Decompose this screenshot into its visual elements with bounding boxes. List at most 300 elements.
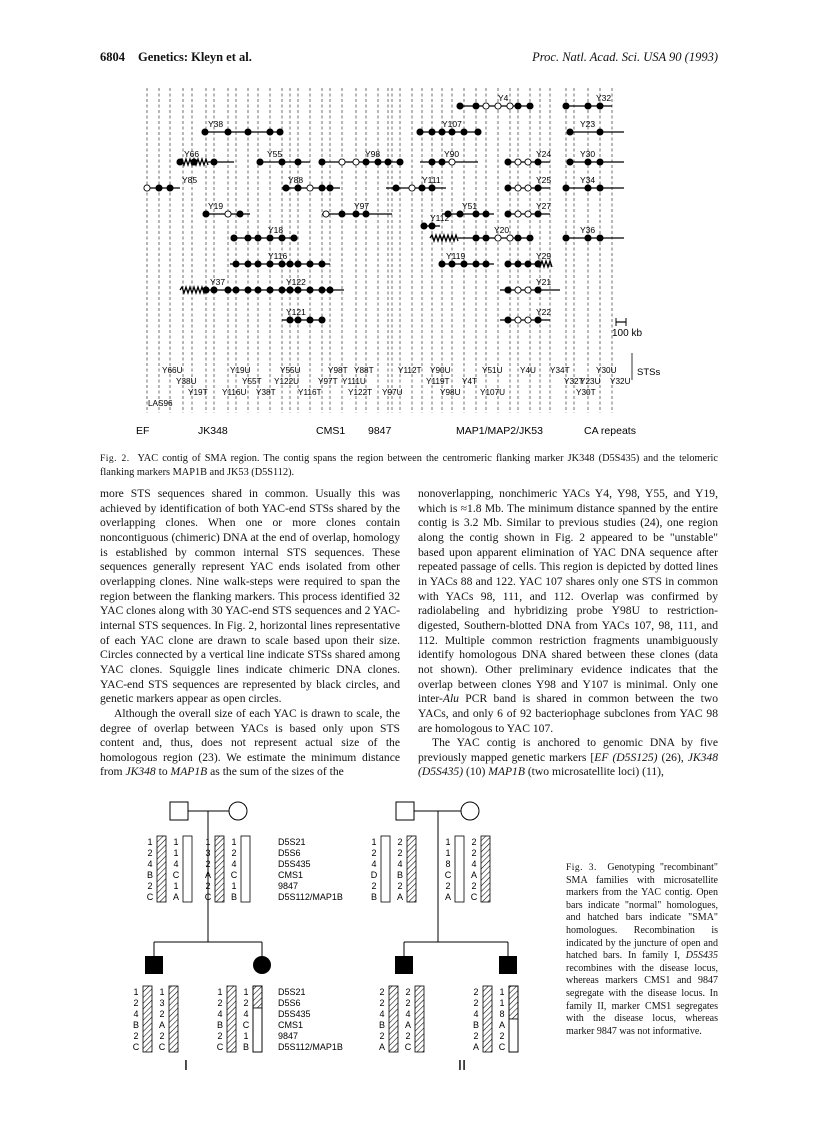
allele: A	[444, 892, 452, 902]
sts-circle	[279, 287, 285, 293]
allele: 2	[379, 987, 385, 997]
clone-label-y22: Y22	[536, 307, 552, 317]
clone-label-y30: Y30	[580, 149, 596, 159]
sts-circle	[563, 103, 569, 109]
sts-name: Y55T	[242, 377, 262, 386]
allele: B	[370, 892, 378, 902]
allele: 4	[371, 859, 377, 869]
allele: A	[470, 870, 478, 880]
sts-circle	[353, 211, 359, 217]
sts-circle	[563, 235, 569, 241]
sts-name: Y97U	[382, 388, 403, 397]
locus-label: D5S6	[278, 848, 301, 858]
sts-name: Y55U	[280, 366, 301, 375]
father-square-ii	[396, 802, 414, 820]
genetic-marker-circle	[353, 159, 359, 165]
allele: B	[242, 1042, 250, 1052]
sts-circle	[527, 235, 533, 241]
allele: 2	[397, 837, 403, 847]
allele: B	[146, 870, 154, 880]
allele: 2	[217, 1031, 223, 1041]
allele: 4	[473, 1009, 479, 1019]
hatched-bar	[389, 986, 398, 1052]
sts-circle	[295, 159, 301, 165]
sts-circle	[429, 159, 435, 165]
genetic-marker-circle	[515, 317, 521, 323]
clone-label-y32: Y32	[596, 93, 612, 103]
clone-label-y24: Y24	[536, 149, 552, 159]
sts-circle	[421, 223, 427, 229]
allele: B	[396, 870, 404, 880]
sts-name: Y122T	[348, 388, 373, 397]
fig2-caption	[100, 452, 718, 479]
sts-circle	[449, 261, 455, 267]
sts-circle	[245, 129, 251, 135]
clone-label-y18: Y18	[268, 225, 284, 235]
hatched-bar	[415, 986, 424, 1052]
allele: 2	[231, 848, 237, 858]
genetic-marker-circle	[525, 185, 531, 191]
allele: 1	[499, 987, 505, 997]
allele: 2	[471, 881, 477, 891]
genetic-marker-circle	[515, 185, 521, 191]
allele: 1	[243, 1031, 249, 1041]
open-bar	[241, 836, 250, 902]
sts-circle	[483, 261, 489, 267]
sts-circle	[525, 261, 531, 267]
clone-label-y25: Y25	[536, 175, 552, 185]
clone-label-y51: Y51	[462, 201, 478, 211]
sts-name: Y107U	[480, 388, 506, 397]
sts-circle	[483, 211, 489, 217]
genetic-marker-circle	[307, 185, 313, 191]
sts-circle	[211, 287, 217, 293]
clone-label-y88: Y88	[288, 175, 304, 185]
sts-name: Y19T	[188, 388, 208, 397]
yac-contig-figure	[130, 78, 690, 438]
sts-circle	[225, 287, 231, 293]
sts-circle	[397, 159, 403, 165]
allele: 8	[499, 1009, 505, 1019]
sts-name: Y88T	[354, 366, 374, 375]
clone-label-y55: Y55	[267, 149, 283, 159]
allele: 2	[243, 998, 249, 1008]
clone-label-y85: Y85	[182, 175, 198, 185]
allele: 1	[205, 837, 211, 847]
allele: 2	[471, 837, 477, 847]
locus-label: D5S435	[278, 859, 311, 869]
sts-circle	[255, 287, 261, 293]
sts-circle	[363, 159, 369, 165]
locus-label: CMS1	[278, 870, 304, 880]
fig2-caption-label: Fig. 2.	[100, 454, 130, 464]
sts-circle	[385, 159, 391, 165]
sts-circle	[505, 317, 511, 323]
sts-circle	[439, 261, 445, 267]
sts-circle	[597, 159, 603, 165]
genetic-marker-circle	[483, 103, 489, 109]
sts-circle	[319, 287, 325, 293]
open-bar	[455, 836, 464, 902]
clone-label-y121: Y121	[286, 307, 306, 317]
hatched-bar	[143, 986, 152, 1052]
sts-name: Y32U	[610, 377, 631, 386]
allele: A	[472, 1042, 480, 1052]
allele: 2	[147, 848, 153, 858]
allele: 2	[445, 881, 451, 891]
sts-name: Y111U	[342, 377, 366, 386]
sts-circle	[287, 287, 293, 293]
sts-circle	[255, 235, 261, 241]
sts-circle	[461, 261, 467, 267]
allele: 1	[231, 837, 237, 847]
open-bar	[509, 1019, 518, 1052]
sts-name: Y112T	[398, 366, 422, 375]
marker-label: CA repeats	[584, 425, 636, 437]
sts-circle	[287, 317, 293, 323]
allele: 1	[159, 987, 165, 997]
sts-circle	[363, 211, 369, 217]
genetic-marker-circle	[525, 211, 531, 217]
sts-name: Y90U	[430, 366, 451, 375]
sts-name: Y23U	[580, 377, 601, 386]
allele: B	[472, 1020, 480, 1030]
genetic-marker-circle	[449, 159, 455, 165]
allele: 3	[159, 998, 165, 1008]
allele: C	[470, 892, 478, 902]
open-bar	[183, 836, 192, 902]
genetic-marker-circle	[515, 287, 521, 293]
allele: 2	[473, 1031, 479, 1041]
allele: C	[230, 870, 238, 880]
sts-circle	[461, 129, 467, 135]
genetic-marker-circle	[409, 185, 415, 191]
hatched-bar	[481, 836, 490, 902]
sts-circle	[267, 261, 273, 267]
allele: C	[404, 1042, 412, 1052]
sts-circle	[473, 261, 479, 267]
allele: B	[216, 1020, 224, 1030]
left-paragraph-1: more STS sequences shared in common. Usually this was achieved by identification of both YAC-end STSs shared by the overlapping clones. When one or more clones contain noncontiguous (chimeric) DNA at the end of overlap, homology is established by common internal STS sequences. These sequences generally represent YAC ends isolated from other overlapping clones. Nine walk-steps were required to span the region between the flanking markers. This process identified 32 YAC clones along with 30 YAC-end STS sequences and 2 YAC-internal STS sequences. In Fig. 2, horizontal lines representative of each YAC clone are drawn to scale based upon their size. Circles connected by a vertical line indicate STSs shared among YAC clones. Squiggle lines indicate chimeric DNA clones. YAC-end STS sequences are represented by black circles, and genetic markers appear as open circles.	[100, 487, 400, 706]
sts-circle	[597, 235, 603, 241]
hatched-bar	[215, 836, 224, 902]
sts-circle	[439, 159, 445, 165]
sts-circle	[319, 261, 325, 267]
fig3-caption: Fig. 3. Genotyping "recombinant" SMA families with microsatellite markers from the YAC contig. Open bars indicate "normal" homologues, and hatched bars indicate "SMA" homologues. Recombination is indicated by the juncture of open and hatched bars. In family I, D5S435 recombines with the disease locus, whereas markers CMS1 and 9847 segregate with the disease locus. In family II, marker CMS1 segregates with the disease locus, whereas marker 9847 was not informative.	[566, 862, 718, 1037]
mother-circle-ii	[461, 802, 479, 820]
clone-label-y66: Y66	[184, 149, 200, 159]
sts-circle	[535, 159, 541, 165]
sts-circle	[535, 211, 541, 217]
sts-name: Y119T	[426, 377, 450, 386]
sts-circle	[295, 185, 301, 191]
allele: 4	[379, 1009, 385, 1019]
hatched-bar	[407, 836, 416, 902]
sts-name: Y19U	[230, 366, 251, 375]
allele: 4	[217, 1009, 223, 1019]
sts-name: Y4U	[520, 366, 536, 375]
sts-circle	[279, 159, 285, 165]
allele: 2	[405, 987, 411, 997]
clone-label-y37: Y37	[210, 277, 226, 287]
sts-circle	[419, 185, 425, 191]
sts-name: Y34T	[550, 366, 570, 375]
allele: 2	[205, 881, 211, 891]
sts-name: Y66U	[162, 366, 183, 375]
sts-circle	[439, 129, 445, 135]
allele: 2	[397, 881, 403, 891]
sts-circle	[457, 103, 463, 109]
sts-circle	[191, 159, 197, 165]
sts-name-rows	[148, 366, 631, 408]
allele: 2	[371, 881, 377, 891]
sts-circle	[505, 159, 511, 165]
allele: 2	[217, 998, 223, 1008]
sts-circle	[245, 287, 251, 293]
clone-label-y19: Y19	[208, 201, 224, 211]
allele: 1	[147, 837, 153, 847]
sts-circle	[283, 185, 289, 191]
sts-circle	[473, 103, 479, 109]
allele: A	[172, 892, 180, 902]
sts-circle	[505, 261, 511, 267]
sts-name: Y98U	[440, 388, 461, 397]
allele: 4	[471, 859, 477, 869]
sts-circle	[585, 159, 591, 165]
right-paragraph-2: The YAC contig is anchored to genomic DNA by five previously mapped genetic markers [EF (D5S125) (26), JK348 (D5S435) (10) MAP1B (two microsatellite loci) (11),	[418, 736, 718, 779]
sts-circle	[535, 185, 541, 191]
sts-circle	[429, 185, 435, 191]
allele: A	[158, 1020, 166, 1030]
sts-name: Y38U	[176, 377, 197, 386]
allele: D	[370, 870, 378, 880]
allele: 2	[499, 1031, 505, 1041]
sts-circle	[567, 159, 573, 165]
allele: 2	[473, 987, 479, 997]
allele: 2	[205, 859, 211, 869]
sts-circle	[393, 185, 399, 191]
hatched-bar	[157, 836, 166, 902]
sts-circle	[203, 287, 209, 293]
sts-circle	[307, 317, 313, 323]
allele: C	[204, 892, 212, 902]
locus-label: D5S112/MAP1B	[278, 1042, 343, 1052]
left-paragraph-2: Although the overall size of each YAC is drawn to scale, the degree of overlap between YACs is based only upon STS content and, thus, does not represent actual size of the homologous region (23). We estimate the minimum distance from JK348 to MAP1B as the sum of the sizes of the	[100, 706, 400, 779]
allele: 2	[371, 848, 377, 858]
clone-label-y34: Y34	[580, 175, 596, 185]
allele: 1	[173, 881, 179, 891]
sts-circle	[429, 223, 435, 229]
running-header	[100, 50, 718, 68]
sts-circle	[277, 129, 283, 135]
sts-circle	[429, 129, 435, 135]
clone-label-y23: Y23	[580, 119, 596, 129]
allele: B	[378, 1020, 386, 1030]
sts-circle	[307, 287, 313, 293]
sts-circle	[515, 103, 521, 109]
hatched-bar	[169, 986, 178, 1052]
sts-circle	[167, 185, 173, 191]
sts-circle	[295, 287, 301, 293]
clone-label-y97: Y97	[354, 201, 370, 211]
sts-name: Y30U	[596, 366, 617, 375]
chimeric-squiggle-y20	[430, 235, 458, 241]
genetic-marker-circle	[144, 185, 150, 191]
clone-label-y119: Y119	[446, 251, 466, 261]
page-number: 6804	[100, 50, 125, 64]
genetic-marker-circle	[507, 235, 513, 241]
genetic-marker-circle	[495, 103, 501, 109]
sts-circle	[585, 103, 591, 109]
sts-circle	[233, 261, 239, 267]
sts-axis-label: STSs	[637, 367, 661, 378]
sts-circle	[287, 261, 293, 267]
affected-daughter-i	[253, 956, 271, 974]
sts-circle	[515, 261, 521, 267]
sts-circle	[473, 211, 479, 217]
sts-circle	[375, 159, 381, 165]
clone-label-y4: Y4	[498, 93, 509, 103]
mother-circle-i	[229, 802, 247, 820]
sts-circle	[449, 129, 455, 135]
allele: C	[216, 1042, 224, 1052]
allele: A	[396, 892, 404, 902]
sts-circle	[515, 235, 521, 241]
sts-circle	[295, 317, 301, 323]
sts-circle	[203, 211, 209, 217]
sts-circle	[327, 185, 333, 191]
sts-circle	[237, 211, 243, 217]
allele: B	[132, 1020, 140, 1030]
scale-label: 100 kb	[612, 328, 643, 339]
allele: 1	[371, 837, 377, 847]
sts-circle	[483, 235, 489, 241]
marker-label: 9847	[368, 425, 392, 437]
allele: 1	[445, 848, 451, 858]
sts-circle	[202, 129, 208, 135]
marker-label: EF	[136, 425, 150, 437]
sts-name: LAS96	[148, 399, 173, 408]
sts-circle	[267, 235, 273, 241]
allele: 1	[173, 848, 179, 858]
allele: 4	[405, 1009, 411, 1019]
sts-circle	[319, 317, 325, 323]
hatched-bar	[253, 986, 262, 1008]
clone-label-y107: Y107	[442, 119, 462, 129]
sts-circle	[267, 129, 273, 135]
allele: 4	[147, 859, 153, 869]
sts-name: Y98T	[328, 366, 348, 375]
sts-name: Y30T	[576, 388, 596, 397]
genetic-marker-labels	[136, 425, 636, 437]
sts-circle	[535, 261, 541, 267]
allele: A	[204, 870, 212, 880]
sts-circle	[319, 159, 325, 165]
sts-circle	[319, 185, 325, 191]
sts-circle	[457, 211, 463, 217]
family-label-ii: II	[457, 1057, 467, 1074]
sts-circle	[245, 235, 251, 241]
locus-label: D5S112/MAP1B	[278, 892, 343, 902]
open-bar	[381, 836, 390, 902]
sts-circle	[225, 129, 231, 135]
fig3-caption-label: Fig. 3.	[566, 863, 597, 873]
sts-circle	[505, 185, 511, 191]
allele: 2	[379, 1031, 385, 1041]
marker-label: MAP1/MAP2/JK53	[456, 425, 543, 437]
sts-circle	[295, 261, 301, 267]
allele: 2	[379, 998, 385, 1008]
hatched-bar	[227, 986, 236, 1052]
allele: A	[378, 1042, 386, 1052]
clone-label-y29: Y29	[536, 251, 552, 261]
allele: 2	[405, 1031, 411, 1041]
allele: 1	[217, 987, 223, 997]
allele: C	[146, 892, 154, 902]
clone-labels	[182, 93, 611, 317]
sts-name: Y32T	[564, 377, 584, 386]
locus-label: D5S21	[278, 987, 306, 997]
pedigree-figure	[132, 798, 550, 1080]
sts-circle	[505, 211, 511, 217]
sts-circle	[597, 129, 603, 135]
sts-circle	[535, 317, 541, 323]
genetic-marker-circle	[495, 235, 501, 241]
genetic-marker-circle	[525, 287, 531, 293]
allele: 2	[397, 848, 403, 858]
sts-circle	[567, 129, 573, 135]
allele: A	[404, 1020, 412, 1030]
sts-circle	[255, 261, 261, 267]
allele: C	[444, 870, 452, 880]
sts-circle	[597, 103, 603, 109]
locus-label: D5S435	[278, 1009, 311, 1019]
marker-label: JK348	[198, 425, 228, 437]
sts-name: Y116U	[222, 388, 247, 397]
sts-circle	[585, 235, 591, 241]
clone-label-y38: Y38	[208, 119, 224, 129]
clone-label-y36: Y36	[580, 225, 596, 235]
clone-label-y20: Y20	[494, 225, 510, 235]
allele: 1	[133, 987, 139, 997]
sts-name: Y97T	[318, 377, 338, 386]
allele: C	[242, 1020, 250, 1030]
sts-circle	[257, 159, 263, 165]
sts-circle	[267, 287, 273, 293]
sts-name: Y51U	[482, 366, 503, 375]
allele: 4	[243, 1009, 249, 1019]
family-label-i: I	[183, 1057, 189, 1074]
sts-circle	[505, 287, 511, 293]
affected-son-i	[145, 956, 163, 974]
allele: 2	[471, 848, 477, 858]
sts-circle	[279, 235, 285, 241]
allele: 1	[231, 881, 237, 891]
genetic-marker-circle	[507, 103, 513, 109]
allele: 4	[231, 859, 237, 869]
marker-label: CMS1	[316, 425, 346, 437]
allele: 2	[159, 1031, 165, 1041]
allele: 2	[473, 998, 479, 1008]
allele: 8	[445, 859, 451, 869]
affected-son-ii	[395, 956, 413, 974]
clone-label-y21: Y21	[536, 277, 552, 287]
allele: 1	[499, 998, 505, 1008]
left-column	[100, 487, 400, 780]
sts-circle	[211, 159, 217, 165]
allele: 2	[147, 881, 153, 891]
sts-name: Y116T	[298, 388, 322, 397]
